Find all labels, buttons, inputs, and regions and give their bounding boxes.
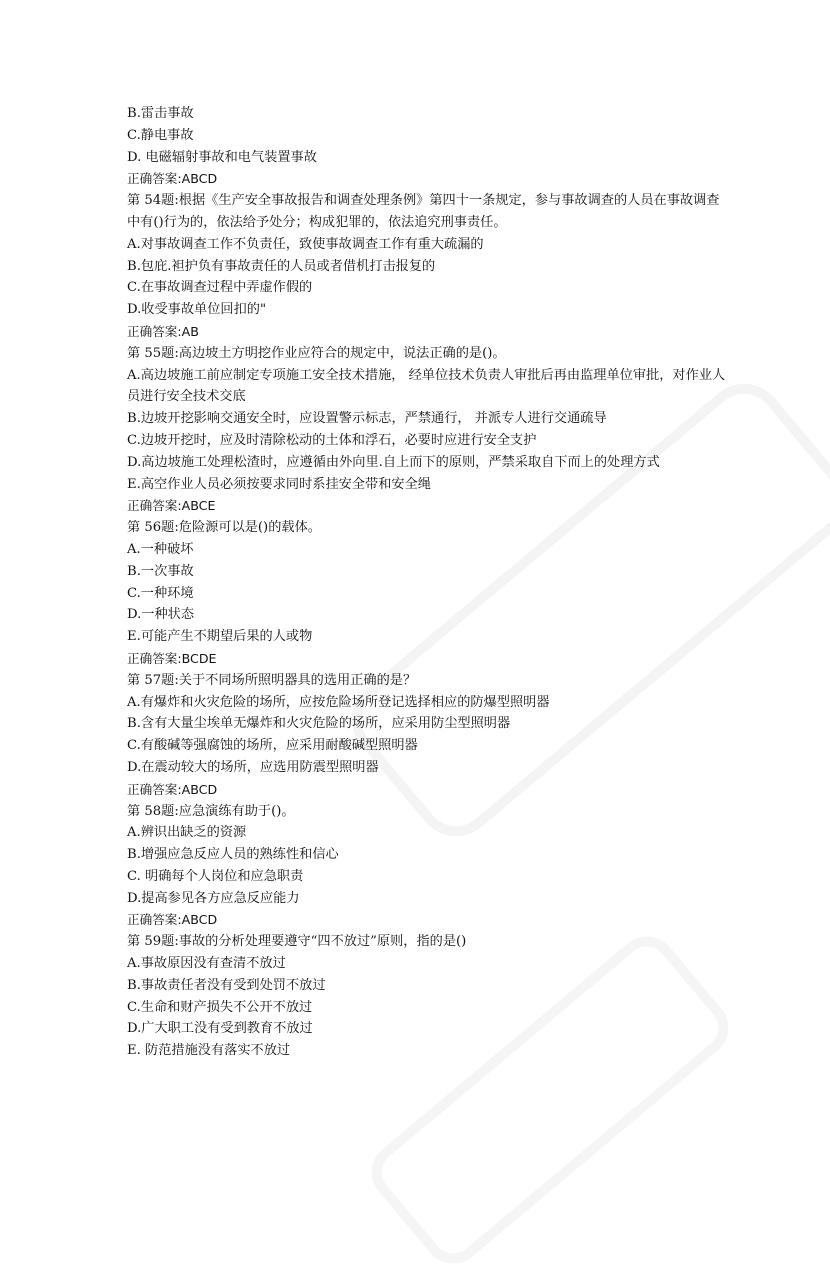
correct-answer: 正确答案:BCDE xyxy=(127,650,217,666)
question-text: 第 57题:关于不同场所照明器具的选用正确的是？ xyxy=(127,672,417,688)
option-text: E. 防范措施没有落实不放过 xyxy=(127,1043,291,1059)
option-text: D. 电磁辐射事故和电气装置事故 xyxy=(127,149,317,165)
question-text: 第 56题:危险源可以是()的载体。 xyxy=(127,520,321,536)
option-text: B.一次事故 xyxy=(127,563,194,579)
document-page xyxy=(127,103,727,1062)
option-text: C.有酸碱等强腐蚀的场所，应采用耐酸碱型照明器 xyxy=(127,738,418,754)
option-text: D.提高参见各方应急反应能力 xyxy=(127,890,300,906)
option-text: C.边坡开挖时，应及时清除松动的土体和浮石，必要时应进行安全支护 xyxy=(127,432,537,448)
option-text: C.在事故调查过程中弄虚作假的 xyxy=(127,280,313,296)
option-text: B.增强应急反应人员的熟练性和信心 xyxy=(127,847,339,863)
option-text: B.包庇.袒护负有事故责任的人员或者借机打击报复的 xyxy=(127,258,436,274)
option-text: C.生命和财产损失不公开不放过 xyxy=(127,999,313,1015)
option-text: B.事故责任者没有受到处罚不放过 xyxy=(127,977,326,993)
option-text: A.有爆炸和火灾危险的场所，应按危险场所登记选择相应的防爆型照明器 xyxy=(127,694,550,710)
question-text: 第 59题:事故的分析处理要遵守“四不放过”原则，指的是() xyxy=(127,934,467,950)
option-text: D.收受事故单位回扣的" xyxy=(127,302,267,318)
option-text: C. 明确每个人岗位和应急职责 xyxy=(127,868,304,884)
option-text: D.在震动较大的场所，应选用防震型照明器 xyxy=(127,759,379,775)
option-text: B.雷击事故 xyxy=(127,106,194,121)
option-text: D.一种状态 xyxy=(127,607,195,623)
option-text: A.高边坡施工前应制定专项施工安全技术措施， 经单位技术负责人审批后再由监理单位审批，对作业人员进行安全技术交底 xyxy=(127,367,726,405)
correct-answer: 正确答案:ABCD xyxy=(127,781,218,797)
option-text: C.一种环境 xyxy=(127,585,194,601)
option-text: B.边坡开挖影响交通安全时，应设置警示标志，严禁通行， 并派专人进行交通疏导 xyxy=(127,411,607,427)
option-text: E.高空作业人员必须按要求同时系挂安全带和安全绳 xyxy=(127,476,431,492)
question-text: 第 58题:应急演练有助于()。 xyxy=(127,803,295,819)
option-text: E.可能产生不期望后果的人或物 xyxy=(127,629,313,645)
correct-answer: 正确答案:ABCD xyxy=(127,912,218,928)
option-text: A.辨识出缺乏的资源 xyxy=(127,825,247,841)
option-text: A.对事故调查工作不负责任，致使事故调查工作有重大疏漏的 xyxy=(127,236,484,252)
option-text: D.高边坡施工处理松渣时，应遵循由外向里.自上而下的原则，严禁采取自下而上的处理方式 xyxy=(127,454,660,470)
option-text: A.一种破坏 xyxy=(127,541,194,557)
correct-answer: 正确答案:ABCD xyxy=(127,171,218,187)
question-text: 第 54题:根据《生产安全事故报告和调查处理条例》第四十一条规定，参与事故调查的人员在事故调查中有()行为的，依法给予处分；构成犯罪的，依法追究刑事责任。 xyxy=(127,193,720,230)
correct-answer: 正确答案:ABCE xyxy=(127,498,216,514)
option-text: D.广大职工没有受到教育不放过 xyxy=(127,1021,313,1037)
option-text: C.静电事故 xyxy=(127,127,194,143)
option-text: B.含有大量尘埃单无爆炸和火灾危险的场所，应采用防尘型照明器 xyxy=(127,716,511,732)
question-text: 第 55题:高边坡土方明挖作业应符合的规定中，说法正确的是()。 xyxy=(127,345,506,361)
correct-answer: 正确答案:AB xyxy=(127,323,199,339)
option-text: A.事故原因没有查清不放过 xyxy=(127,956,286,972)
